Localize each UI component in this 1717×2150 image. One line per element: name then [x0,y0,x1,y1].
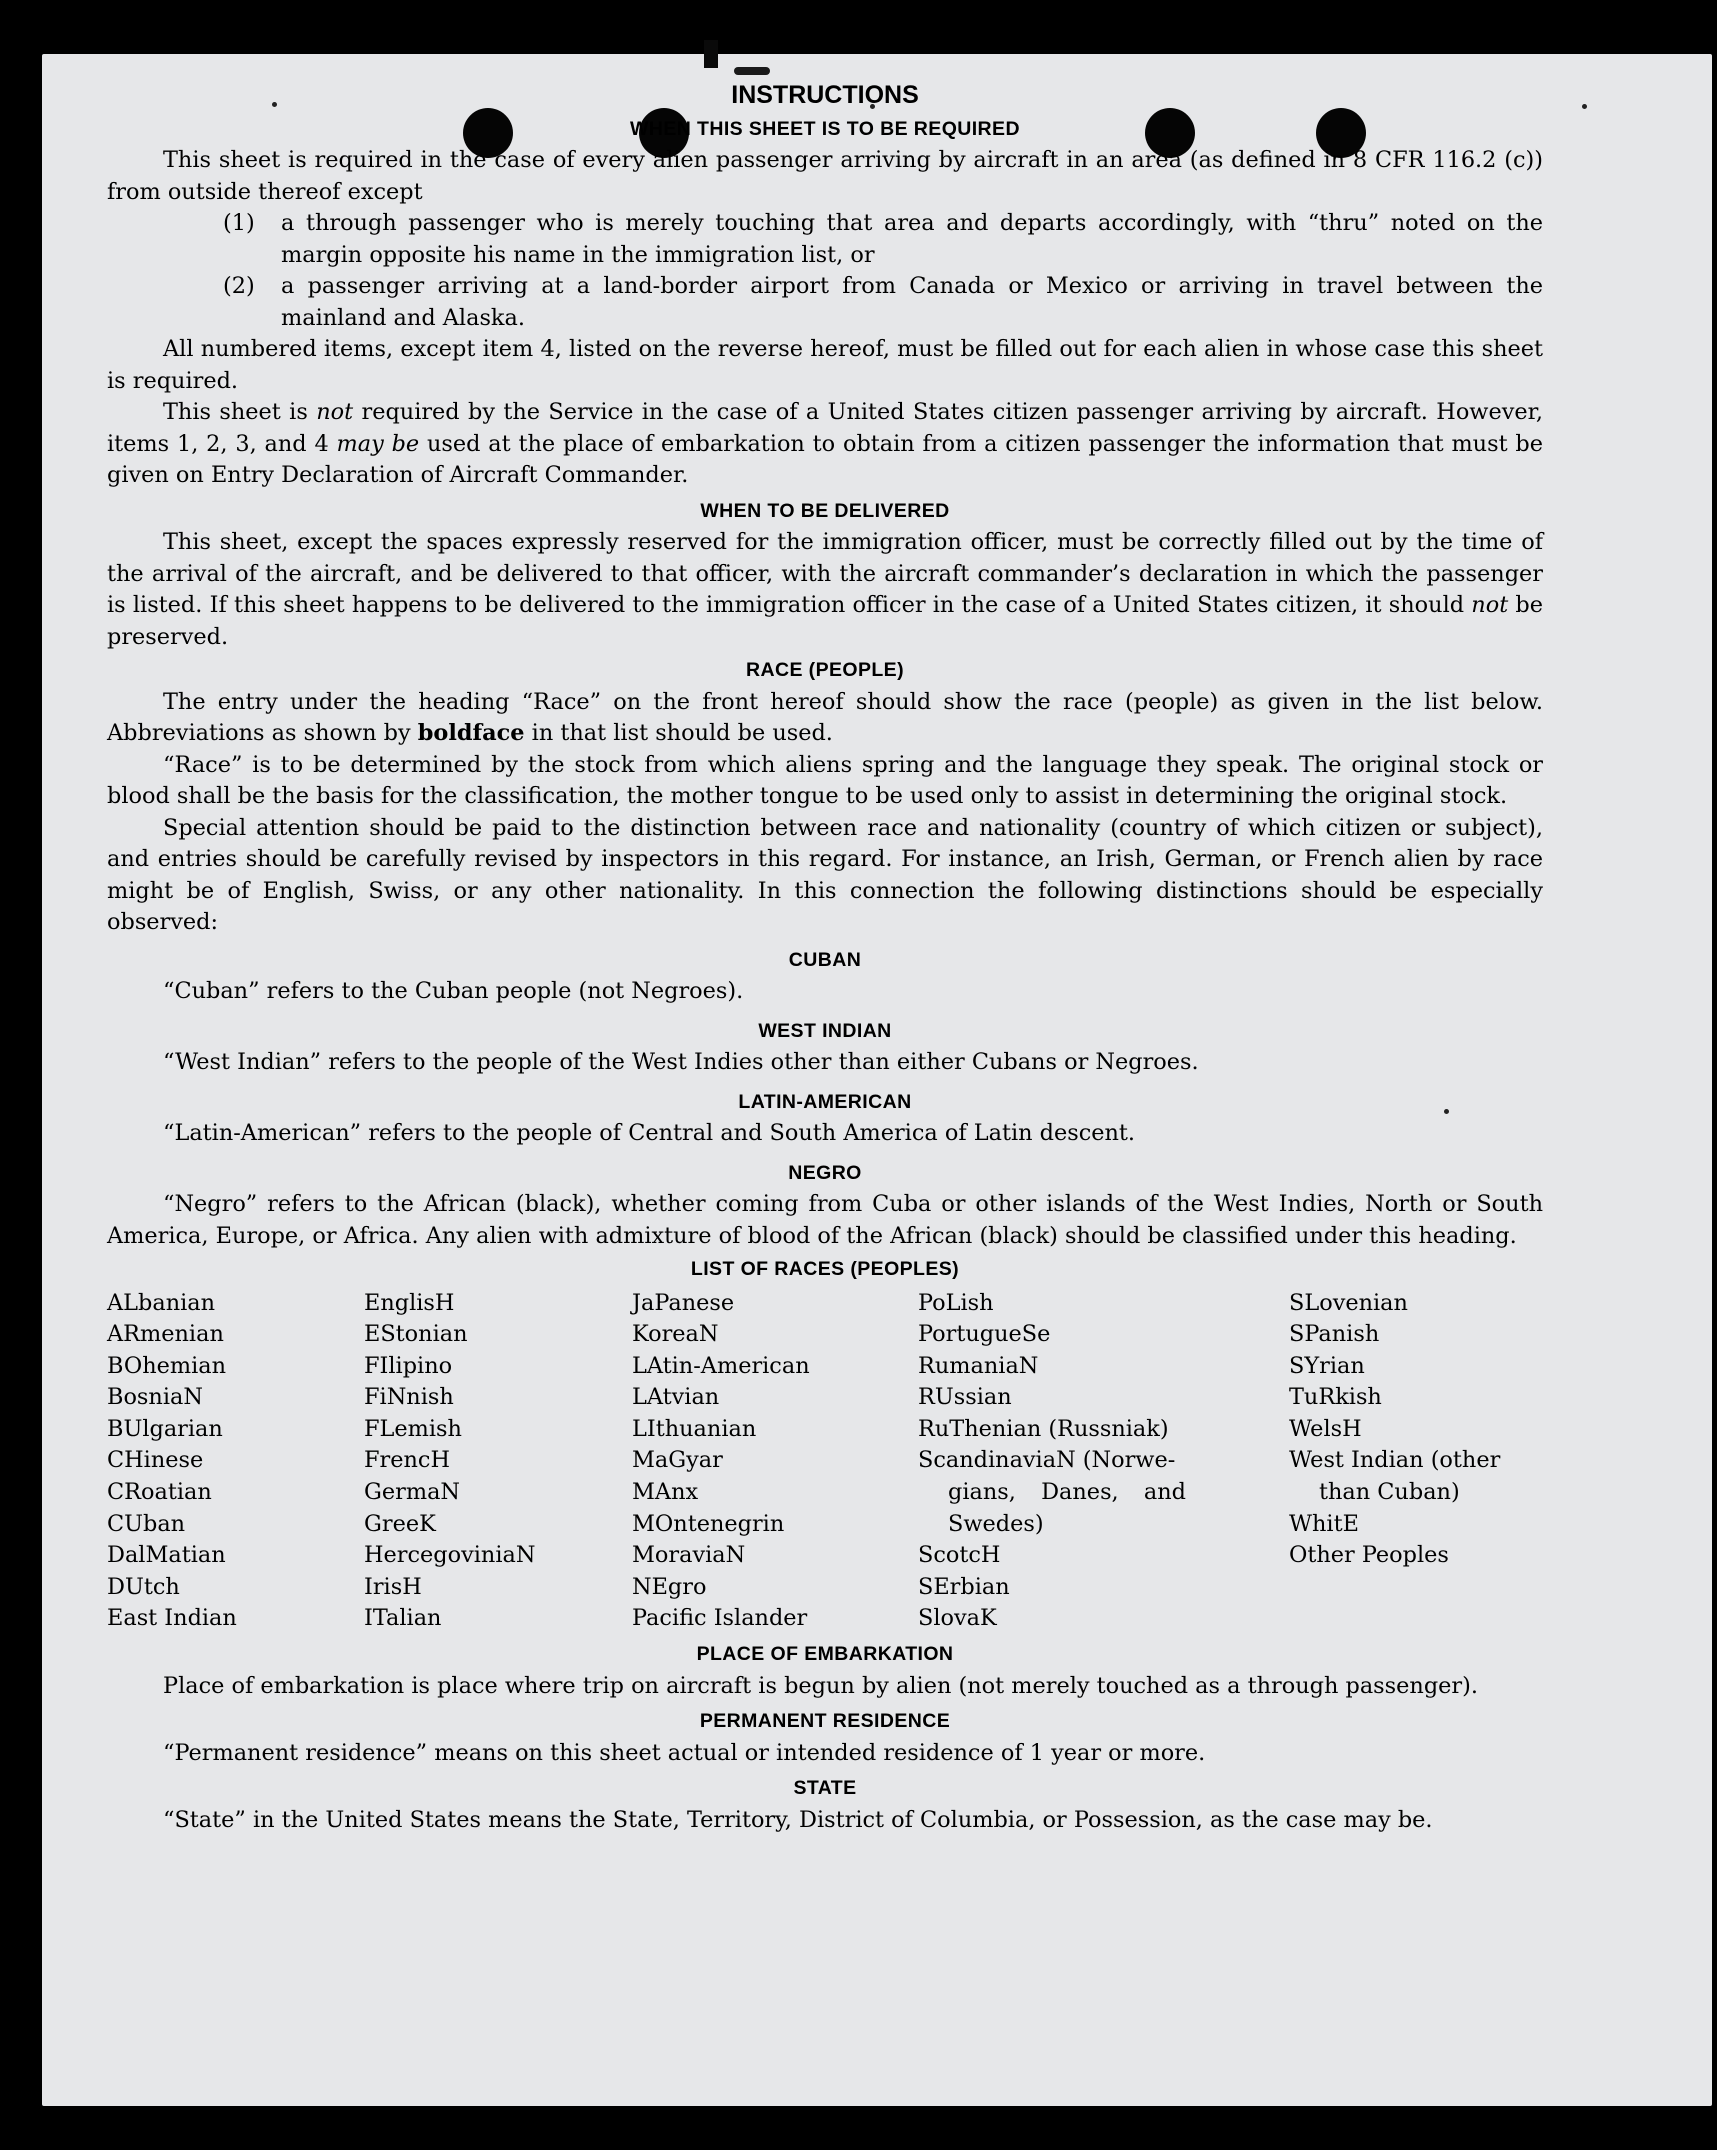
paragraph: All numbered items, except item 4, listed on the reverse hereof, must be filled out for each alien in whose case this sheet is required. [107,336,1543,394]
race-entry: FiNnish [364,1384,454,1411]
race-entry: MoraviaN [632,1542,746,1569]
race-entry: SPanish [1289,1321,1380,1348]
page-title: INSTRUCTIONS [731,81,919,109]
paragraph: “Cuban” refers to the Cuban people (not Negroes). [163,978,744,1004]
race-entry: RUssian [918,1384,1012,1411]
paragraph [107,687,1543,750]
list-item [223,208,1543,271]
race-entry: Other Peoples [1289,1542,1449,1569]
race-entry: SlovaK [918,1605,997,1632]
race-entry: ScotcH [918,1542,1001,1569]
race-entry: JaPanese [632,1289,735,1316]
text-run: in that list should be used. [524,720,833,746]
item-text: a through passenger who is merely touching that area and departs accordingly, with “thru” noted on the margin opposite his name in the immigration list, or [281,210,1543,268]
race-entry: GermaN [364,1479,461,1506]
race-entry: than Cuban) [1319,1479,1460,1506]
race-entry [1289,1603,1543,1635]
ink-speck [1582,104,1587,109]
paragraph: “State” in the United States means the State, Territory, District of Columbia, or Possession, as the case may be. [163,1806,1433,1833]
race-entry: KoreaN [632,1321,719,1348]
race-entry: BosniaN [107,1384,203,1411]
race-entry: WhitE [1289,1510,1359,1537]
race-entry: East Indian [107,1605,237,1632]
race-entry: Swedes) [948,1510,1044,1537]
race-entry: DUtch [107,1573,180,1600]
emphasis: not [1471,592,1509,618]
race-entry: RuThenian (Russniak) [918,1415,1169,1442]
text-run: required by the Service in the case of a United States citizen passenger arriving by aircraft. However, items 1, 2, 3, and 4 [107,399,1543,457]
race-entry: MaGyar [632,1447,723,1474]
paragraph: “Permanent residence” means on this sheet actual or intended residence of 1 year or more. [163,1739,1206,1766]
race-entry: SLovenian [1289,1289,1408,1316]
race-entry: NEgro [632,1573,707,1600]
race-entry: FIlipino [364,1352,453,1379]
section-heading-delivered: WHEN TO BE DELIVERED [700,499,950,522]
paper-tear-mark [704,40,718,68]
text-run: This sheet, except the spaces expressly reserved for the immigration officer, must be correctly filled out by the time of the arrival of the aircraft, and be delivered to that officer, with the aircraft commander’s declaration in which the passenger is listed. If this sheet happens to be delivered to the immigration officer in the case of a United States citizen, it should [107,529,1543,618]
section-heading-race-list: LIST OF RACES (PEOPLES) [690,1258,960,1280]
item-number: (2) [223,273,255,299]
race-entry: CUban [107,1510,186,1537]
section-heading-negro: NEGRO [788,1161,862,1184]
section-heading-residence: PERMANENT RESIDENCE [699,1710,951,1733]
emphasis: boldface [417,720,525,746]
item-number: (1) [223,210,255,236]
race-entry: MOntenegrin [632,1510,785,1537]
race-entry: BOhemian [107,1352,227,1379]
text-run: This sheet is [163,399,317,425]
section-heading-state: STATE [793,1777,857,1800]
section-heading-required: WHEN THIS SHEET IS TO BE REQUIRED [630,117,1020,140]
race-entry: PortugueSe [918,1321,1051,1348]
race-entry: LAtvian [632,1384,720,1411]
emphasis: not [316,399,354,425]
paragraph: “Latin-American” refers to the people of Central and South America of Latin descent. [163,1120,1136,1146]
race-entry: LAtin-American [632,1352,810,1379]
race-list [107,1288,1543,1636]
race-entry: FrencH [364,1447,450,1474]
emphasis: may be [336,430,420,457]
race-entry: FLemish [364,1415,462,1442]
list-item [223,271,1543,334]
race-entry: RumaniaN [918,1352,1039,1379]
paragraph: Place of embarkation is place where trip on aircraft is begun by alien (not merely touched as a through passenger). [163,1672,1478,1699]
race-entry: EStonian [364,1321,468,1348]
race-entry: MAnx [632,1479,699,1506]
race-entry: PoLish [918,1289,994,1316]
race-entry: ALbanian [107,1289,216,1316]
race-entry: IrisH [364,1573,422,1600]
paragraph: “Race” is to be determined by the stock from which aliens spring and the language they speak. The original stock or blood shall be the basis for the classification, the mother tongue to be used only to assist in determining the original stock. [107,751,1543,809]
race-entry [1289,1572,1543,1604]
paragraph: “Negro” refers to the African (black), whether coming from Cuba or other islands of the West Indies, North or South America, Europe, or Africa. Any alien with admixture of blood of the African (black) should be classified under this heading. [107,1191,1543,1249]
race-entry: BUlgarian [107,1415,223,1442]
paper-tear-mark [734,67,770,75]
section-heading-cuban: CUBAN [788,948,862,971]
race-entry: West Indian (other [1289,1447,1501,1474]
race-entry: ARmenian [107,1321,224,1348]
race-entry: SYrian [1289,1352,1365,1379]
section-heading-latin-american: LATIN-AMERICAN [738,1090,912,1113]
race-entry: ScandinaviaN (Norwe- [918,1447,1176,1474]
race-entry: HercegoviniaN [364,1542,536,1569]
paragraph: This sheet is required in the case of every alien passenger arriving by aircraft in an area (as defined in 8 CFR 116.2 (c)) from outside thereof except [107,147,1543,205]
race-entry: TuRkish [1289,1384,1382,1411]
race-entry: CRoatian [107,1479,212,1506]
race-entry: CHinese [107,1447,204,1474]
race-entry: gians, Danes, and [948,1479,1186,1506]
race-entry: WelsH [1289,1415,1362,1442]
paragraph: Special attention should be paid to the distinction between race and nationality (country of which citizen or subject), and entries should be carefully revised by inspectors in this regard. For instance, an Irish, German, or French alien by race might be of English, Swiss, or any other nationality. In this connection the following distinctions should be especially observed: [107,814,1543,935]
instructions-body [107,80,1543,1836]
paragraph [107,397,1543,492]
text-run: The entry under the heading “Race” on the front hereof should show the race (people) as given in the list below. Abbreviations as shown by [107,688,1543,746]
race-entry: SErbian [918,1573,1010,1600]
paragraph: “West Indian” refers to the people of the West Indies other than either Cubans or Negroes. [163,1049,1199,1075]
text-run: used at the place of embarkation to obtain from a citizen passenger the information that must be given on Entry Declaration of Aircraft Commander. [107,430,1543,488]
section-heading-west-indian: WEST INDIAN [758,1019,892,1042]
text-run: be preserved. [107,592,1544,650]
section-heading-embarkation: PLACE OF EMBARKATION [696,1643,954,1666]
race-entry: GreeK [364,1510,436,1537]
race-entry: Pacific Islander [632,1605,808,1632]
race-entry: LIthuanian [632,1415,757,1442]
race-entry: EnglisH [364,1289,455,1316]
paragraph [107,527,1543,653]
item-text: a passenger arriving at a land-border airport from Canada or Mexico or arriving in travel between the mainland and Alaska. [281,273,1543,331]
race-entry: ITalian [364,1605,442,1632]
section-heading-race: RACE (PEOPLE) [746,659,904,681]
race-entry: DalMatian [107,1542,226,1569]
